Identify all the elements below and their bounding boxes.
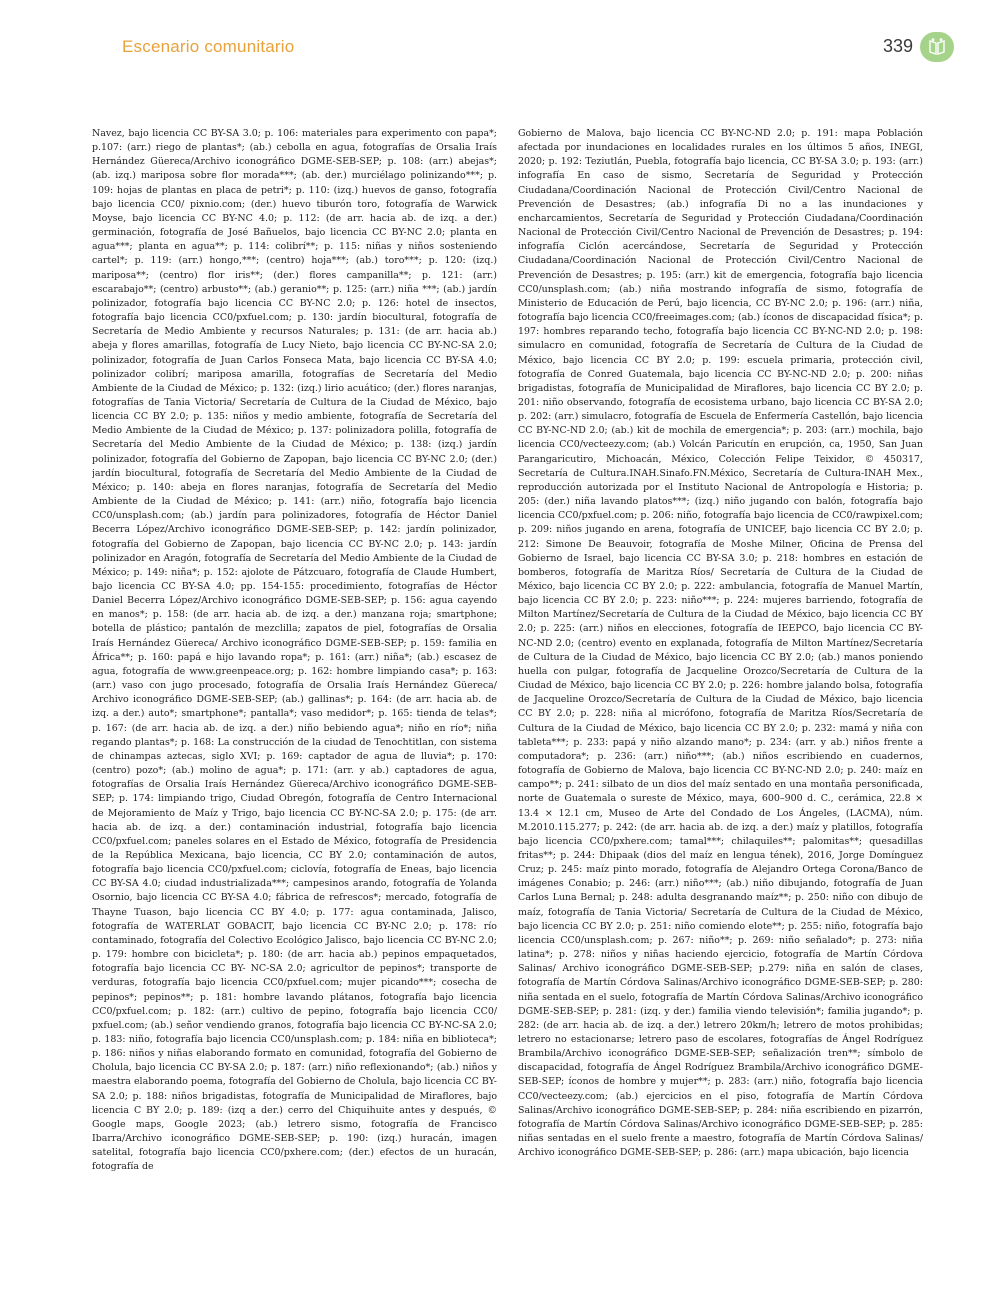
credits-right-column [518,127,923,1235]
page-number: 339 [883,36,914,56]
page-header [0,0,986,80]
credits-left-text: Navez, bajo licencia CC BY-SA 3.0; p. 106: materiales para experimento con papa*; p.107: (arr.) riego de plantas*; (ab.) cebolla en agua, fotografías de Orsalia Iraís Hernández Güereca/Archivo iconográfico DGME-SEB-SEP; p. 108: (arr.) abejas*; (ab. izq.) mariposa sobre flor morada***; (ab. der.) murciélago polinizando***; p. 109: hojas de plantas en placa de petri*; p. 110: (izq.) huevos de ganso, fotografía bajo licencia CC0/ pixnio.com; (der.) huevo tiburón toro, fotografía de Warwick Moyse, bajo licencia CC BY-NC 4.0; p. 112: (de arr. hacia ab. de izq. a der.) germinación, fotografía de José Bañuelos, bajo licencia CC BY-NC 2.0; planta en agua***; planta en agua**; p. 114: colibrí**; p. 115: niñas y niños sosteniendo cartel*; p. 119: (arr.) hongo,***; (centro) hoja***; (ab.) toro***; p. 120: (izq.) mariposa**; (centro) flor iris**; (der.) flores campanilla**; p. 121: (arr.) escarabajo**; (centro) arbusto**; (ab.) geranio**; p. 125: (arr.) niña ***; (ab.) jardín polinizador, fotografía bajo licencia CC BY-NC 2.0; p. 126: hotel de insectos, fotografía bajo licencia CC0/pxfuel.com; p. 130: jardín biocultural, fotografía de Secretaría de Medio Ambiente y recursos Naturales; p. 131: (de arr. hacia ab.) abeja y flores amarillas, fotografía de Lucy Nieto, bajo licencia CC BY-NC-SA 2.0; polinizador, fotografía de Juan Carlos Fonseca Mata, bajo licencia CC BY-SA 4.0; polinizador colibrí; mariposa amarilla, fotografías de Secretaría del Medio Ambiente de la Ciudad de México; p. 132: (izq.) lirio acuático; (der.) flores naranjas, fotografías de Tania Victoria/ Secretaría de Cultura de la Ciudad de México, bajo licencia CC BY 2.0; p. 135: niños y medio ambiente, fotografía de Secretaría del Medio Ambiente de la Ciudad de México; p. 137: polinizadora polilla, fotografía de Secretaría del Medio Ambiente de la Ciudad de México; p. 138: (izq.) jardín polinizador, fotografía del Gobierno de Zapopan, bajo licencia CC BY-NC 2.0; (der.) jardín biocultural, fotografía de Secretaría del Medio Ambiente de la Ciudad de México; p. 140: abeja en flores naranjas, fotografía de Secretaría del Medio Ambiente de la Ciudad de México; p. 141: (arr.) niño, fotografía bajo licencia CC0/unsplash.com; (ab.) jardín para polinizadores, fotografía de Héctor Daniel Becerra López/Archivo iconográfico DGME-SEB-SEP; p. 142: jardín polinizador, fotografía del Gobierno de Zapopan, bajo licencia CC BY-NC 2.0; p. 143: jardín polinizador en Aragón, fotografía de Secretaría del Medio Ambiente de la Ciudad de México; p. 149: niña*; p. 152: ajolote de Pátzcuaro, fotografía de Claude Humbert, bajo licencia CC BY-SA 4.0; pp. 154-155: procedimiento, fotografías de Héctor Daniel Becerra López/Archivo iconográfico DGME-SEB-SEP; p. 156: agua cayendo en manos*; p. 158: (de arr. hacia ab. de izq. a der.) manzana roja; smartphone; botella de plástico; pantalón de mezclilla; zapatos de piel, fotografías de Orsalia Iraís Hernández Güereca/ Archivo iconográfico DGME-SEB-SEP; p. 159: familia en África**; p. 160: papá e hijo lavando ropa*; p. 161: (arr.) niña*; (ab.) escasez de agua, fotografía de www.greenpeace.org; p. 162: hombre limpiando casa*; p. 163: (arr.) vaso con jugo procesado, fotografía de Orsalia Iraís Hernández Güereca/ Archivo iconográfico DGME-SEB-SEP; (ab.) gallinas*; p. 164: (de arr. hacia ab. de izq. a der.) auto*; smartphone*; pantalla*; vaso medidor*; p. 165: tienda de telas*; p. 167: (de arr. hacia ab. de izq. a der.) niño bebiendo agua*; niño en río*; niña regando plantas*; p. 168: La construcción de la ciudad de Tenochtitlan, con sistema de chinampas aztecas, siglo XVI; p. 169: captador de agua de lluvia*; p. 170: (centro) pozo*; (ab.) molino de agua*; p. 171: (arr. y ab.) captadores de agua, fotografías de Orsalia Iraís Hernández Güereca/Archivo iconográfico DGME-SEB-SEP; p. 174: limpiando trigo, Ciudad Obregón, fotografía de Centro Internacional de Mejoramiento de Maíz y Trigo, bajo licencia CC BY-NC-SA 2.0; p. 175: (de arr. hacia ab. de izq. a der.) contaminación industrial, fotografía bajo licencia CC0/pxfuel.com; paneles solares en el Estado de México, fotografía de Presidencia de la República Mexicana, bajo licencia, CC BY 2.0; contaminación de autos, fotografía bajo licencia CC0/pxfuel.com; ciclovía, fotografía de Eneas, bajo licencia CC BY-SA 4.0; ciudad industrializada***; campesinos arando, fotografía de Yolanda Osornio, bajo licencia CC BY-SA 4.0; fábrica de refrescos*; mercado, fotografía de Thayne Tuason, bajo licencia CC BY 4.0; p. 177: agua contaminada, Jalisco, fotografía de WATERLAT GOBACIT, bajo licencia CC BY-NC 2.0; p. 178: río contaminado, fotografía del Colectivo Ecológico Jalisco, bajo licencia CC BY-NC 2.0; p. 179: hombre con bicicleta*; p. 180: (de arr. hacia ab.) pepinos empaquetados, fotografía bajo licencia CC BY- NC-SA 2.0; agricultor de pepinos*; transporte de verduras, fotografía bajo licencia CC0/pxfuel.com; mujer picando***; cosecha de pepinos*; pepinos**; p. 181: hombre lavando plátanos, fotografía bajo licencia CC0/pxfuel.com; p. 182: (arr.) cultivo de pepino, fotografía bajo licencia CC0/ pxfuel.com; (ab.) señor vendiendo granos, fotografía bajo licencia CC BY-NC-SA 2.0; p. 183: niño, fotografía bajo licencia CC0/unsplash.com; p. 184: niña en biblioteca*; p. 186: niños y niñas elaborando formato en comunidad, fotografía del Gobierno de Cholula, bajo licencia CC BY-SA 2.0; p. 187: (arr.) niño reflexionando*; (ab.) niños y maestra elaborando poema, fotografía del Gobierno de Cholula, bajo licencia CC BY-SA 2.0; p. 188: niños brigadistas, fotografía de Municipalidad de Miraflores, bajo licencia C BY 2.0; p. 189: (izq a der.) cerro del Chiquihuite antes y después, © Google maps, Google 2023; (ab.) letrero sismo, fotografía de Francisco Ibarra/Archivo iconográfico DGME-SEB-SEP; p. 190: (izq.) huracán, imagen satelital, fotografía bajo licencia CC0/pxhere.com; (der.) efectos de un huracán, fotografía de [92,128,497,1173]
credits-left-column [92,127,497,1235]
community-book-icon [920,32,954,62]
section-title: Escenario comunitario [122,37,295,56]
book-glyph-icon [927,37,947,57]
credits-right-text: Gobierno de Malova, bajo licencia CC BY-NC-ND 2.0; p. 191: mapa Población afectada por inundaciones en localidades rurales en los últimos 5 años, INEGI, 2020; p. 192: Teziutlán, Puebla, fotografía bajo licencia, CC BY-SA 3.0; p. 193: (arr.) infografía En caso de sismo, Secretaría de Seguridad y Protección Ciudadana/Coordinación Nacional de Protección Civil/Centro Nacional de Prevención de Desastres; (ab.) infografía Di no a las inundaciones y encharcamientos, Secretaría de Seguridad y Protección Ciudadana/Coordinación Nacional de Protección Civil/Centro Nacional de Prevención de Desastres; p. 194: infografía Ciclón acercándose, Secretaría de Seguridad y Protección Ciudadana/Coordinación Nacional de Protección Civil/Centro Nacional de Prevención de Desastres; p. 195: (arr.) kit de emergencia, fotografía bajo licencia CC0/unsplash.com; (ab.) niña mostrando infografía de sismo, fotografía de Ministerio de Educación de Perú, bajo licencia, CC BY-NC 2.0; p. 196: (arr.) niña, fotografía bajo licencia CC0/freeimages.com; (ab.) íconos de discapacidad física*; p. 197: hombres reparando techo, fotografía bajo licencia CC BY-NC-ND 2.0; p. 198: simulacro en comunidad, fotografía de Secretaría de Cultura de la Ciudad de México, bajo licencia CC BY 2.0; p. 199: escuela primaria, protección civil, fotografía de Conred Guatemala, bajo licencia CC BY-NC-ND 2.0; p. 200: niñas brigadistas, fotografía de Municipalidad de Miraflores, bajo licencia CC BY 2.0; p. 201: niño observando, fotografía de ecosistema urbano, bajo licencia CC BY-SA 2.0; p. 202: (arr.) simulacro, fotografía de Escuela de Enfermería Castellón, bajo licencia CC BY-NC-ND 2.0; (ab.) kit de mochila de emergencia*; p. 203: (arr.) mochila, bajo licencia CC0/vecteezy.com; (ab.) Volcán Paricutín en erupción, ca, 1950, San Juan Parangaricutiro, Michoacán, México, Colección Felipe Teixidor, © 450317, Secretaría de Cultura.INAH.Sinafo.FN.México, Secretaría de Cultura-INAH Mex., reproducción autorizada por el Instituto Nacional de Antropología e Historia; p. 205: (der.) niña lavando platos***; (izq.) niño jugando con balón, fotografía bajo licencia CC0/pxfuel.com; p. 206: niño, fotografía bajo licencia de CC0/rawpixel.com; p. 209: niños jugando en arena, fotografía de UNICEF, bajo licencia CC BY 2.0; p. 212: Simone De Beauvoir, fotografía de Moshe Milner, Oficina de Prensa del Gobierno de Israel, bajo licencia CC BY-SA 3.0; p. 218: hombres en estación de bomberos, fotografía de Maritza Ríos/ Secretaría de Cultura de la Ciudad de México, bajo licencia CC BY 2.0; p. 222: ambulancia, fotografía de Manuel Martín, bajo licencia CC BY 2.0; p. 223: niño***; p. 224: mujeres barriendo, fotografía de Milton Martínez/Secretaría de Cultura de la Ciudad de México, bajo licencia CC BY 2.0; p. 225: (arr.) niños en elecciones, fotografía de IEEPCO, bajo licencia CC BY-NC-ND 2.0; (centro) evento en explanada, fotografía de Milton Martínez/Secretaría de Cultura de la Ciudad de México, bajo licencia CC BY 2.0; (ab.) manos poniendo huella con pulgar, fotografía de Jacqueline Orozco/Secretaría de Cultura de la Ciudad de México, bajo licencia CC BY 2.0; p. 226: hombre jalando bolsa, fotografía de Jacqueline Orozco/Secretaría de Cultura de la Ciudad de México, bajo licencia CC BY 2.0; p. 228: niña al micrófono, fotografía de Maritza Ríos/Secretaría de Cultura de la Ciudad de México, bajo licencia CC BY 2.0; p. 232: mamá y niña con tableta***; p. 233: papá y niño alzando mano*; p. 234: (arr. y ab.) niños frente a computadora*; p. 236: (arr.) niño***; (ab.) niños escribiendo en cuadernos, fotografía de Gobierno de Malova, bajo licencia CC BY-NC-ND 2.0; p. 240: maíz en campo**; p. 241: silbato de un dios del maíz sentado en una montaña personificada, norte de Guatemala o sureste de México, maya, 600–900 d. C., cerámica, 22.8 × 13.4 × 12.1 cm, Museo de Arte del Condado de Los Ángeles, (LACMA), núm. M.2010.115.277; p. 242: (de arr. hacia ab. de izq. a der.) maíz y platillos, fotografía bajo licencia CC0/pxhere.com; tamal***; chilaquiles**; palomitas**; quesadillas fritas**; p. 244: Dhipaak (dios del maíz en lengua tének), 2016, Jorge Domínguez Cruz; p. 245: maíz pinto morado, fotografía de Alejandro Ortega Corona/Banco de imágenes Conabio; p. 246: (arr.) niño***; (ab.) niño dibujando, fotografía de Juan Carlos Luna Bernal; p. 248: adulta desgranando maíz**; p. 250: niño con dibujo de maíz, fotografía de Tania Victoria/ Secretaría de Cultura de la Ciudad de México, bajo licencia CC BY 2.0; p. 251: niño comiendo elote**; p. 255: niño, fotografía bajo licencia CC0/unsplash.com; p. 267: niño**; p. 269: niño señalado*; p. 273: niña latina*; p. 278: niños y niñas haciendo ejercicio, fotografía de Martín Córdova Salinas/ Archivo iconográfico DGME-SEB-SEP; p.279: niña en salón de clases, fotografía de Martín Córdova Salinas/Archivo iconográfico DGME-SEB-SEP; p. 280: niña sentada en el suelo, fotografía de Martín Córdova Salinas/Archivo iconográfico DGME-SEB-SEP; p. 281: (izq. y der.) familia viendo televisión*; familia jugando*; p. 282: (de arr. hacia ab. de izq. a der.) letrero 20km/h; letrero de motos prohibidas; letrero no estacionarse; letrero paso de escolares, fotografías de Ángel Rodríguez Brambila/Archivo iconográfico DGME-SEB-SEP; señalización tren**; símbolo de discapacidad, fotografía de Ángel Rodríguez Brambila/Archivo iconográfico DGME-SEB-SEP; íconos de hombre y mujer**; p. 283: (arr.) niño, fotografía bajo licencia CC0/vecteezy.com; (ab.) ejercicios en el piso, fotografía de Martín Córdova Salinas/Archivo iconográfico DGME-SEB-SEP; p. 284: niña escribiendo en pizarrón, fotografía de Martín Córdova Salinas/Archivo iconográfico DGME-SEB-SEP; p. 285: niñas sentadas en el suelo frente a maestro, fotografía de Martín Córdova Salinas/ Archivo iconográfico DGME-SEB-SEP; p. 286: (arr.) mapa ubicación, bajo licencia [518,128,923,1159]
credits-columns [92,127,926,1235]
